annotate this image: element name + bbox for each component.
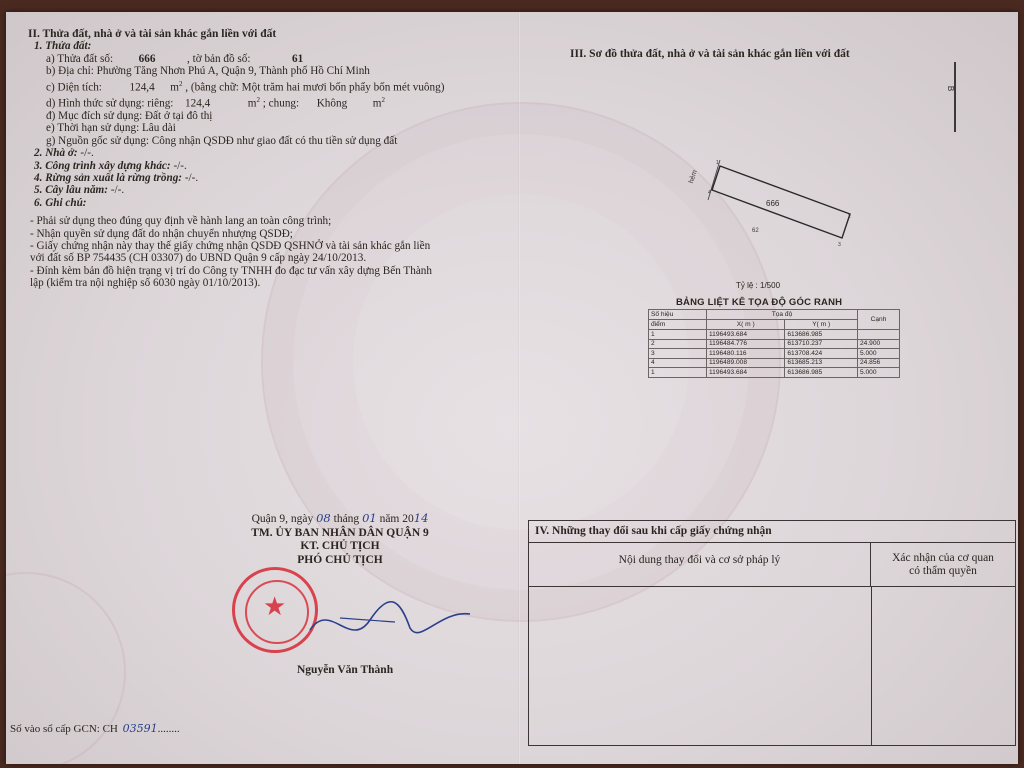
north-arrow-icon (954, 62, 956, 132)
table-row (649, 358, 900, 368)
plot-outline (712, 166, 850, 238)
date-year-label: năm 20 (379, 513, 414, 525)
kt-chairman: KT. CHỦ TỊCH (300, 540, 380, 552)
corner-label: 2 (848, 214, 851, 220)
forest-value: -/-. (184, 171, 199, 184)
cell-y: 613686.985 (785, 368, 858, 378)
usage-unit: m (247, 97, 257, 110)
section-iv-title: IV. Những thay đổi sau khi cấp giấy chứng nhận (529, 521, 1015, 543)
cell-x: 1196480.116 (707, 349, 785, 359)
usage-form-label: d) Hình thức sử dụng: riêng: (46, 97, 174, 110)
cell-id: 4 (649, 358, 707, 368)
corner-label: 1 (716, 160, 719, 166)
changes-table (528, 520, 1016, 746)
other-construction-value: -/-. (173, 159, 187, 172)
forest-heading: 4. Rừng sản xuất là rừng trồng: (34, 171, 183, 184)
plot-number-label: a) Thửa đất số: (46, 52, 114, 65)
confirmation-header-line1: Xác nhận của cơ quan (892, 552, 994, 564)
area-label: c) Diện tích: (46, 81, 102, 94)
area-unit: m (170, 81, 179, 94)
house-value: -/-. (80, 147, 94, 160)
date-line (210, 512, 470, 527)
header-point-id-2: điểm (649, 320, 707, 330)
header-coord: Tọa độ (707, 310, 858, 320)
changes-confirmation-header (871, 543, 1015, 587)
plot-number-row (28, 53, 498, 65)
usage-private-value: 124,4 (185, 97, 211, 110)
other-construction-row (28, 160, 498, 172)
scale-label: Tỷ lệ : 1/500 (736, 281, 781, 290)
confirmation-header-line2: có thẩm quyền (909, 565, 977, 577)
notes-heading: 6. Ghi chú: (34, 196, 87, 209)
table-header-row (649, 310, 900, 320)
cell-x: 1196484.776 (707, 339, 785, 349)
page-fold (518, 12, 520, 764)
cell-id: 1 (649, 330, 707, 340)
cell-x: 1196493.684 (707, 330, 785, 340)
note-line: - Giấy chứng nhận này thay thế giấy chứng nhận QSDĐ QSHNỞ và tài sản khác gắn liền (30, 239, 431, 252)
usage-common-value: Không (316, 97, 348, 110)
table-row (649, 349, 900, 359)
date-day: 08 (316, 511, 331, 525)
purpose-row: đ) Mục đích sử dụng: Đất ở tại đô thị (46, 109, 213, 122)
handwritten-signature (300, 590, 480, 660)
cell-edge: 5.000 (858, 368, 900, 378)
corner-label: 3 (838, 242, 841, 248)
cell-edge: 24.900 (858, 339, 900, 349)
perennial-value: -/-. (110, 184, 125, 197)
note-line: lập (kiểm tra nội nghiệp số 6030 ngày 01/10/2013). (30, 277, 261, 290)
date-month: 01 (362, 511, 377, 525)
header-y: Y( m ) (785, 320, 858, 330)
address-row: b) Địa chỉ: Phường Tăng Nhơn Phú A, Quận 9, Thành phố Hồ Chí Minh (46, 65, 370, 78)
seal-star-icon: ★ (263, 592, 287, 621)
forest-row (28, 172, 498, 184)
usage-common-label: ; chung: (262, 97, 300, 110)
cell-edge (858, 330, 900, 340)
coordinates-table (648, 309, 900, 378)
land-plot-heading: 1. Thửa đất: (34, 40, 92, 53)
date-place: Quận 9, ngày (251, 513, 314, 525)
parcel-number-label: 62 (752, 228, 759, 234)
note-line: - Đính kèm bản đồ hiện trạng vị trí do Công ty TNHH đo đạc tư vấn xây dựng Bến Thành (30, 264, 432, 277)
area-in-words: , (bằng chữ: Một trăm hai mươi bốn phẩy bốn mét vuông) (185, 81, 445, 94)
cell-id: 1 (649, 368, 707, 378)
cell-y: 613685.213 (785, 358, 858, 368)
plot-diagram (680, 150, 880, 260)
coordinates-table-title: BẢNG LIỆT KÊ TỌA ĐỘ GÓC RANH (676, 297, 843, 308)
notes-list (28, 215, 498, 289)
section-ii-title: II. Thửa đất, nhà ở và tài sản khác gắn liền với đất (28, 28, 277, 40)
usage-form-row: d) Hình thức sử dụng: riêng: 124,4 $m^2$ ; chung: Không $m^2$ (46, 95, 385, 110)
corner-label: 4 (708, 190, 711, 196)
perennial-heading: 5. Cây lâu năm: (34, 184, 108, 197)
plot-number-value: 666 (138, 52, 156, 65)
house-row (28, 147, 498, 159)
north-label: B (946, 85, 956, 92)
issuing-org: TM. ỦY BAN NHÂN DÂN QUẬN 9 (251, 526, 429, 539)
perennial-row (28, 184, 498, 196)
cell-y: 613708.424 (785, 349, 858, 359)
note-line: - Phải sử dụng theo đúng quy định về hành lang an toàn công trình; (30, 215, 332, 228)
cell-y: 613710.237 (785, 339, 858, 349)
signer-name: Nguyễn Văn Thành (297, 664, 394, 676)
changes-content-header: Nội dung thay đổi và cơ sở pháp lý (529, 543, 871, 587)
land-details-section (28, 28, 498, 290)
table-row (649, 368, 900, 378)
header-edge: Cạnh (858, 310, 900, 330)
cell-edge: 5.000 (858, 349, 900, 359)
table-row (649, 330, 900, 340)
header-point-id: Số hiệu (649, 310, 707, 320)
signature-block (210, 512, 470, 567)
cell-edge: 24.856 (858, 358, 900, 368)
table-row (649, 339, 900, 349)
section-iii-title: III. Sơ đồ thửa đất, nhà ở và tài sản khác gắn liền với đất (570, 48, 850, 60)
origin-row: g) Nguồn gốc sử dụng: Công nhận QSDĐ như giao đất có thu tiền sử dụng đất (46, 134, 398, 147)
note-line: - Nhận quyền sử dụng đất do nhận chuyển nhượng QSDĐ; (30, 227, 293, 240)
alley-label: hẻm (688, 169, 699, 185)
note-line: với đất số BP 754435 (CH 03307) do UBND Quận 9 cấp ngày 24/10/2013. (30, 252, 367, 265)
map-sheet-value: 61 (292, 52, 304, 65)
plot-label: 666 (766, 199, 780, 208)
vice-chairman: PHÓ CHỦ TỊCH (297, 553, 383, 566)
area-row: c) Diện tích: 124,4 $m^2$ , (bằng chữ: Một trăm hai mươi bốn phẩy bốn mét vuông) (46, 79, 445, 94)
map-sheet-label: , tờ bản đồ số: (187, 52, 251, 65)
header-x: X( m ) (707, 320, 785, 330)
cell-x: 1196493.684 (707, 368, 785, 378)
watermark-corner (6, 572, 126, 764)
other-construction-heading: 3. Công trình xây dựng khác: (34, 159, 171, 172)
usage-common-unit: m (372, 97, 382, 110)
cell-id: 3 (649, 349, 707, 359)
date-month-label: tháng (333, 513, 360, 525)
cell-y: 613686.985 (785, 330, 858, 340)
term-row: e) Thời hạn sử dụng: Lâu dài (46, 122, 176, 135)
serial-label: Số vào sổ cấp GCN: CH (10, 723, 118, 735)
column-divider (871, 587, 872, 745)
serial-number-row: Số vào sổ cấp GCN: CH 03591........ (10, 722, 180, 735)
area-value: 124,4 (129, 81, 155, 94)
date-year: 14 (413, 511, 429, 525)
cell-id: 2 (649, 339, 707, 349)
house-heading: 2. Nhà ở: (34, 147, 78, 160)
cell-x: 1196489.008 (707, 358, 785, 368)
serial-value: 03591 (122, 722, 158, 735)
